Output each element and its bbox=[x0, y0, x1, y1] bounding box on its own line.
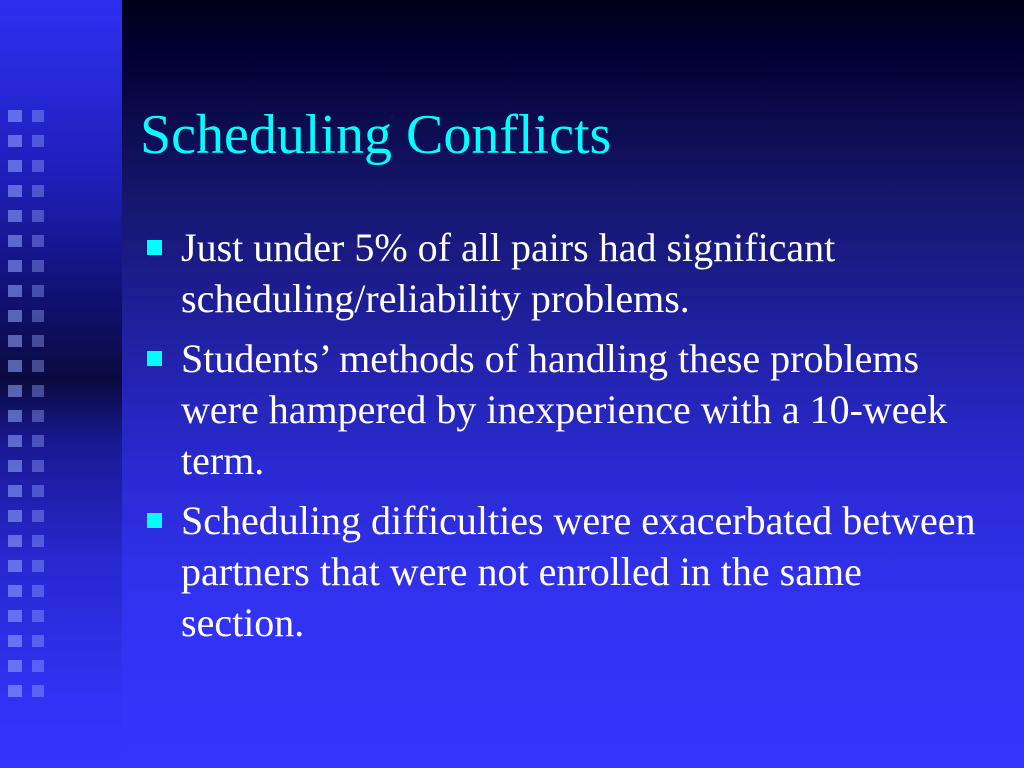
bullet-item bbox=[140, 222, 980, 324]
bullet-item bbox=[140, 495, 980, 648]
bullet-item bbox=[140, 333, 980, 486]
square-bullet-icon bbox=[147, 351, 162, 366]
bullet-text: Scheduling difficulties were exacerbated between partners that were not enrolled in the same section. bbox=[181, 498, 976, 645]
bullet-list bbox=[140, 222, 980, 657]
square-bullet-icon bbox=[147, 513, 162, 528]
bullet-text: Just under 5% of all pairs had significant scheduling/reliability problems. bbox=[181, 225, 836, 321]
slide-title: Scheduling Conflicts bbox=[140, 104, 612, 166]
bullet-text: Students’ methods of handling these problems were hampered by inexperience with a 10-week term. bbox=[181, 336, 948, 483]
square-bullet-icon bbox=[147, 240, 162, 255]
decorative-square-pattern-secondary bbox=[32, 110, 44, 710]
decorative-square-pattern bbox=[8, 110, 22, 710]
